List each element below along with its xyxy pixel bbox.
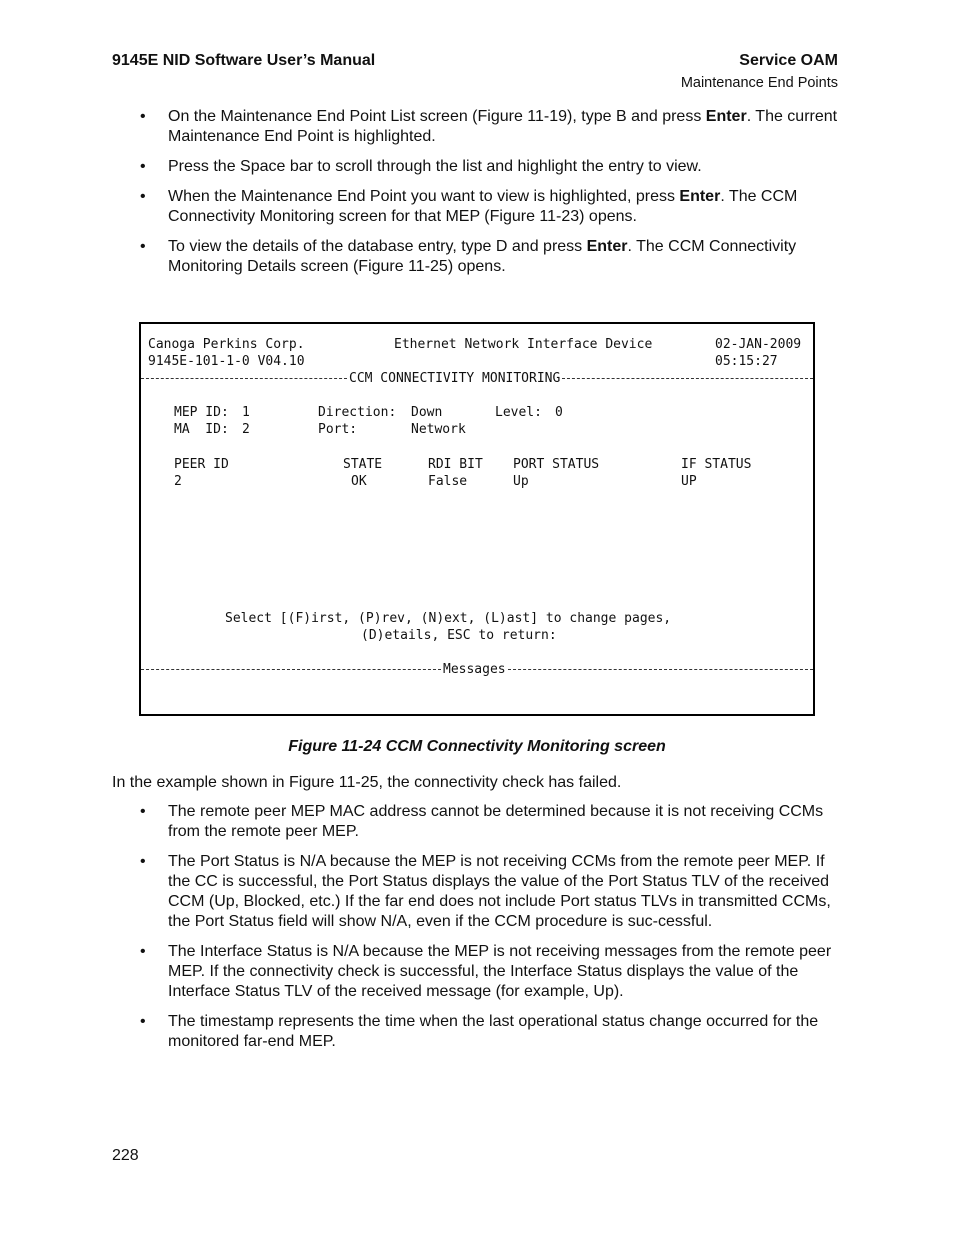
page-number: 228 — [112, 1147, 139, 1164]
subsection-title: Maintenance End Points — [680, 75, 838, 91]
software-version: 9145E-101-1-0 V04.10 — [148, 354, 305, 369]
list-item: • The Interface Status is N/A because the MEP is not receiving messages from the remote peer MEP. If the connectivity check is successful, the Interface Status displays the value of the Interface Status TLV of the received message (for example, Up). — [140, 942, 840, 1002]
ma-id-value: 2 — [242, 422, 250, 437]
port-value: Network — [411, 422, 466, 437]
port-label: Port: — [318, 422, 358, 437]
table-cell: UP — [681, 474, 697, 489]
column-header: RDI BIT — [428, 457, 483, 472]
title-rule — [141, 370, 813, 387]
list-item: • To view the details of the database entry, type D and press Enter. The CCM Connectivity Monitoring Details screen (Figure 11-25) opens. — [140, 237, 840, 277]
mep-id-value: 1 — [242, 405, 250, 420]
list-item: • The remote peer MEP MAC address cannot be determined because it is not receiving CCMs from the remote peer MEP. — [140, 802, 840, 842]
direction-label: Direction: — [318, 405, 397, 420]
list-item: • Press the Space bar to scroll through the list and highlight the entry to view. — [140, 157, 840, 177]
instruction-list — [140, 107, 840, 287]
navigation-prompt: Select [(F)irst, (P)rev, (N)ext, (L)ast] to change pages, — [225, 611, 672, 626]
list-item: • When the Maintenance End Point you want to view is highlighted, press Enter. The CCM Connectivity Monitoring screen for that MEP (Figure 11-23) opens. — [140, 187, 840, 227]
figure-caption: Figure 11-24 CCM Connectivity Monitoring screen — [288, 738, 666, 755]
messages-rule — [141, 661, 813, 678]
ma-id-label: MA ID: — [174, 422, 229, 437]
direction-value: Down — [411, 405, 443, 420]
navigation-prompt-continued: (D)etails, ESC to return: — [361, 628, 557, 643]
column-header: PORT STATUS — [513, 457, 600, 472]
messages-label: Messages — [443, 662, 506, 677]
list-item: • The timestamp represents the time when the last operational status change occurred for the monitored far-end MEP. — [140, 1012, 840, 1052]
table-cell: 2 — [174, 474, 182, 489]
explanation-list — [140, 802, 840, 1062]
table-cell: Up — [513, 474, 529, 489]
section-title: Service OAM — [739, 52, 838, 69]
column-header: PEER ID — [174, 457, 229, 472]
time: 05:15:27 — [715, 354, 778, 369]
list-item: • The Port Status is N/A because the MEP is not receiving CCMs from the remote peer MEP. If the CC is successful, the Port Status displays the value of the Port Status TLV of the received CCM (Up, Blocked, etc.) If the far end does not include Port status TLVs in transmitted CCMs, the Port Status field will show N/A, even if the CCM procedure is suc-cessful. — [140, 852, 840, 932]
table-cell: False — [428, 474, 468, 489]
device-name: Ethernet Network Interface Device — [394, 337, 653, 352]
level-label: Level: — [495, 405, 542, 420]
intro-paragraph: In the example shown in Figure 11-25, the connectivity check has failed. — [112, 774, 622, 791]
level-value: 0 — [555, 405, 563, 420]
column-header: STATE — [343, 457, 383, 472]
screen-title: CCM CONNECTIVITY MONITORING — [349, 371, 561, 386]
table-cell: OK — [351, 474, 367, 489]
terminal-screen — [139, 322, 815, 716]
list-item: • On the Maintenance End Point List screen (Figure 11-19), type B and press Enter. The current Maintenance End Point is highlighted. — [140, 107, 840, 147]
date: 02-JAN-2009 — [715, 337, 802, 352]
mep-id-label: MEP ID: — [174, 405, 229, 420]
company-name: Canoga Perkins Corp. — [148, 337, 305, 352]
manual-title: 9145E NID Software User’s Manual — [112, 52, 376, 69]
column-header: IF STATUS — [681, 457, 752, 472]
